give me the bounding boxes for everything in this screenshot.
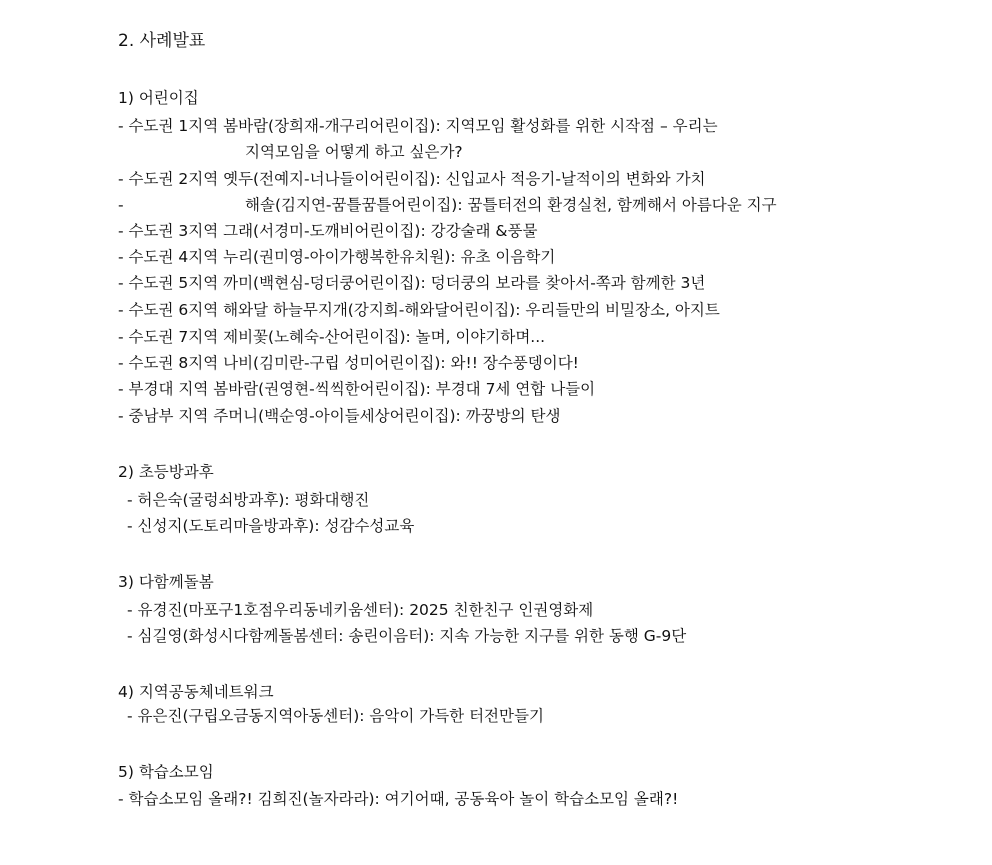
list-item: - 수도권 2지역 옛두(전예지-너나들이어린이집): 신입교사 적응기-날적이의 변화와 가치 (118, 170, 706, 188)
list-item: - 수도권 3지역 그래(서경미-도깨비어린이집): 강강술래 &풍물 (118, 222, 538, 240)
list-item: - 허은숙(굴렁쇠방과후): 평화대행진 (127, 491, 370, 509)
section-title-daycare: 1) 어린이집 (118, 89, 199, 107)
list-item: - 신성지(도토리마을방과후): 성감수성교육 (127, 517, 415, 535)
list-item: - 수도권 8지역 나비(김미란-구립 성미어린이집): 와!! 장수풍뎅이다! (118, 354, 579, 372)
page-heading: 2. 사례발표 (118, 31, 206, 51)
list-item: - 수도권 1지역 봄바람(장희재-개구리어린이집): 지역모임 활성화를 위한 시작점 – 우리는 (118, 117, 718, 135)
list-item: - 부경대 지역 봄바람(권영현-씩씩한어린이집): 부경대 7세 연합 나들이 (118, 380, 596, 398)
list-item: - 유은진(구립오금동지역아동센터): 음악이 가득한 터전만들기 (127, 707, 544, 725)
list-item: - 수도권 5지역 까미(백현심-덩더쿵어린이집): 덩더쿵의 보라를 찾아서-쪽과 함께한 3년 (118, 274, 706, 292)
section-title-afterschool: 2) 초등방과후 (118, 463, 214, 481)
list-item-continuation: 지역모임을 어떻게 하고 싶은가? (245, 143, 463, 161)
list-item: - 심길영(화성시다함께돌봄센터: 송린이음터): 지속 가능한 지구를 위한 동행 G-9단 (127, 627, 687, 645)
section-title-study-group: 5) 학습소모임 (118, 763, 214, 781)
list-item: - 유경진(마포구1호점우리동네키움센터): 2025 친한친구 인권영화제 (127, 601, 594, 619)
section-title-caregiving: 3) 다함께돌봄 (118, 573, 214, 591)
list-item: - 수도권 7지역 제비꽃(노혜숙-산어린이집): 놀며, 이야기하며... (118, 328, 546, 346)
list-item: - 학습소모임 올래?! 김희진(놀자라라): 여기어때, 공동육아 놀이 학습소모임 올래?! (118, 790, 679, 808)
list-item: - 수도권 4지역 누리(권미영-아이가행복한유치원): 유초 이음학기 (118, 248, 556, 266)
list-item: - 중남부 지역 주머니(백순영-아이들세상어린이집): 까꿍방의 탄생 (118, 407, 561, 425)
list-dash: - (118, 196, 124, 214)
list-item: - 수도권 6지역 해와달 하늘무지개(강지희-해와달어린이집): 우리들만의 비밀장소, 아지트 (118, 301, 720, 319)
list-item-continuation: 해솔(김지연-꿈틀꿈틀어린이집): 꿈틀터전의 환경실천, 함께해서 아름다운 지구 (245, 196, 777, 214)
section-title-community-network: 4) 지역공동체네트워크 (118, 683, 274, 701)
